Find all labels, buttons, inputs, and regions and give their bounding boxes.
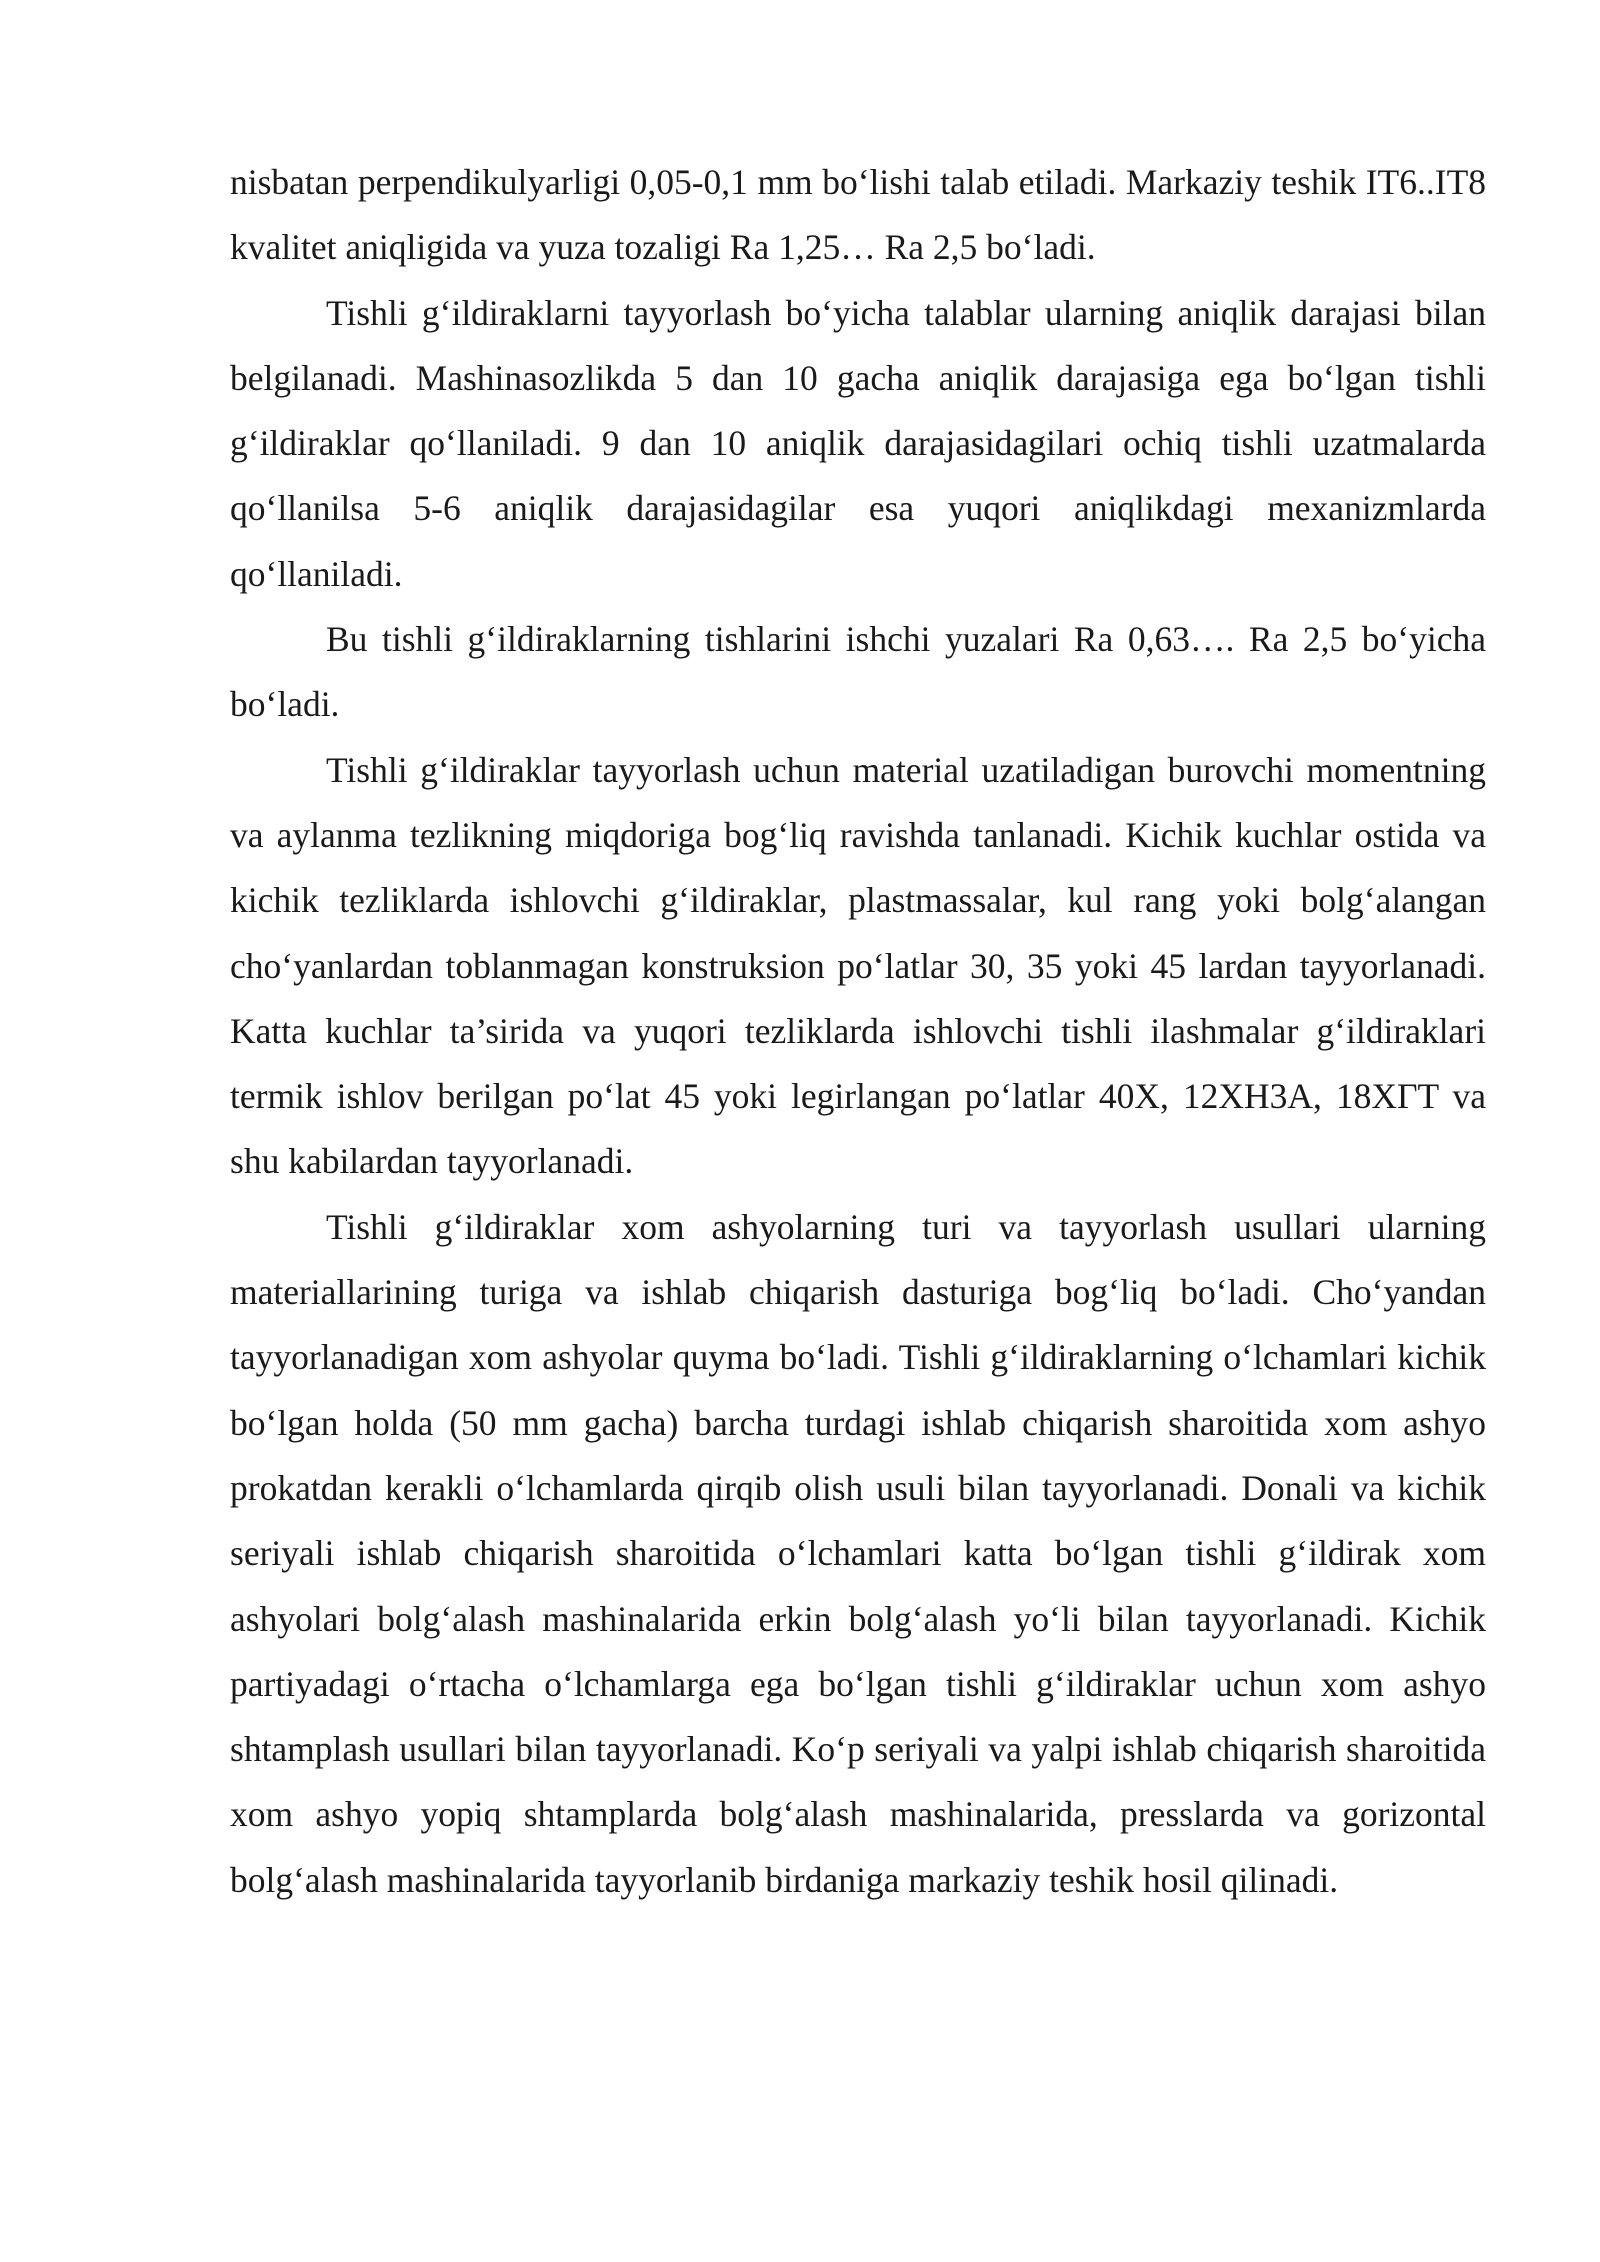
paragraph-material-selection: Tishli g‘ildiraklar tayyorlash uchun material uzatiladigan burovchi momentning va aylanma tezlikning miqdoriga bog‘liq ravishda tanlanadi. Kichik kuchlar ostida va kichik tezliklarda ishlovchi g‘ildiraklar, plastmassalar, kul rang yoki bolg‘alangan cho‘yanlardan toblanmagan konstruksion po‘latlar 30, 35 yoki 45 lardan tayyorlanadi. Katta kuchlar ta’sirida va yuqori tezliklarda ishlovchi tishli ilashmalar g‘ildiraklari termik ishlov berilgan po‘lat 45 yoki legirlangan po‘latlar 40X, 12XH3A, 18XГT va shu kabilardan tayyorlanadi. <box>230 749 1486 1182</box>
body-text <box>230 150 1486 1913</box>
paragraph-surface-roughness: Bu tishli g‘ildiraklarning tishlarini ishchi yuzalari Ra 0,63…. Ra 2,5 bo‘yicha bo‘ladi. <box>230 619 1486 725</box>
paragraph-continuation: nisbatan perpendikulyarligi 0,05-0,1 mm bo‘lishi talab etiladi. Markaziy teshik IT6..IT8 kvalitet aniqligida va yuza tozaligi Ra 1,25… Ra 2,5 bo‘ladi. <box>230 162 1486 268</box>
paragraph-blank-manufacturing: Tishli g‘ildiraklar xom ashyolarning turi va tayyorlash usullari ularning materiallarining turiga va ishlab chiqarish dasturiga bog‘liq bo‘ladi. Cho‘yandan tayyorlanadigan xom ashyolar quyma bo‘ladi. Tishli g‘ildiraklarning o‘lchamlari kichik bo‘lgan holda (50 mm gacha) barcha turdagi ishlab chiqarish sharoitida xom ashyo prokatdan kerakli o‘lchamlarda qirqib olish usuli bilan tayyorlanadi. Donali va kichik seriyali ishlab chiqarish sharoitida o‘lchamlari katta bo‘lgan tishli g‘ildirak xom ashyolari bolg‘alash mashinalarida erkin bolg‘alash yo‘li bilan tayyorlanadi. Kichik partiyadagi o‘rtacha o‘lchamlarga ega bo‘lgan tishli g‘ildiraklar uchun xom ashyo shtamplash usullari bilan tayyorlanadi. Ko‘p seriyali va yalpi ishlab chiqarish sharoitida xom ashyo yopiq shtamplarda bolg‘alash mashinalarida, presslarda va gorizontal bolg‘alash mashinalarida tayyorlanib birdaniga markaziy teshik hosil qilinadi. <box>230 1206 1486 1900</box>
paragraph-accuracy-requirements: Tishli g‘ildiraklarni tayyorlash bo‘yicha talablar ularning aniqlik darajasi bilan belgilanadi. Mashinasozlikda 5 dan 10 gacha aniqlik darajasiga ega bo‘lgan tishli g‘ildiraklar qo‘llaniladi. 9 dan 10 aniqlik darajasidagilari ochiq tishli uzatmalarda qo‘llanilsa 5-6 aniqlik darajasidagilar esa yuqori aniqlikdagi mexanizmlarda qo‘llaniladi. <box>230 292 1486 594</box>
